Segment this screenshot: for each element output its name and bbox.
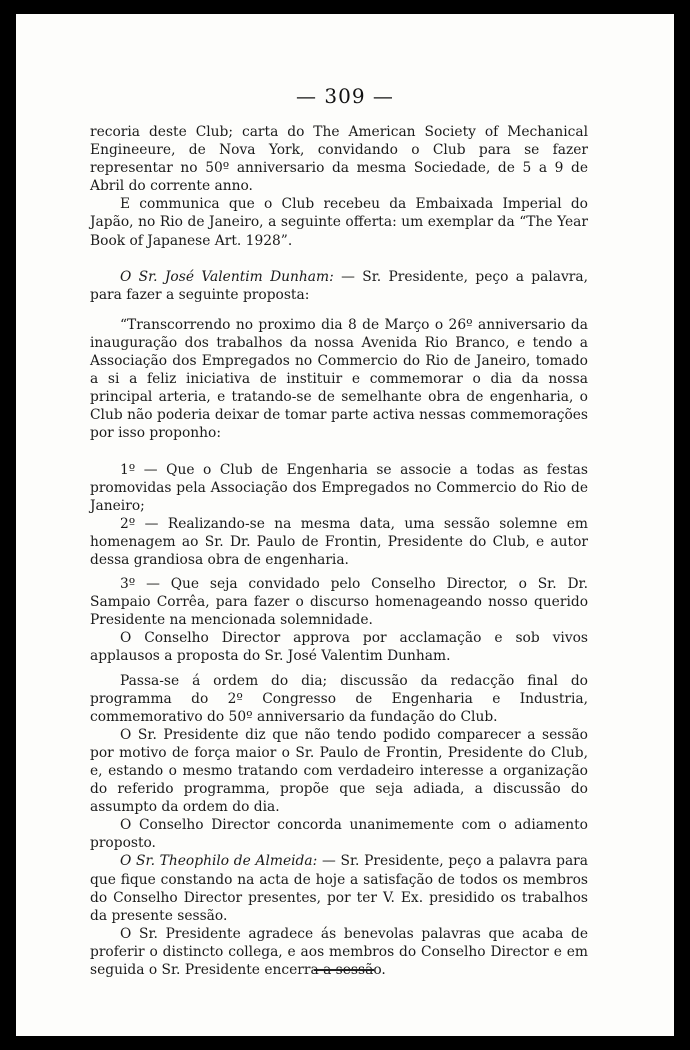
paragraph-dunham-request: [90, 268, 588, 304]
paragraph-correspondence: recoria deste Club; carta do The American Society of Mechanical Engineeure, de Nova York, convidando o Club para se fazer representar no 50º anniversario da mesma Sociedade, de 5 a 9 de Abril do corrente anno.: [90, 124, 588, 195]
paragraph-president-postpone: O Sr. Presidente diz que não tendo podido comparecer a sessão por motivo de força maior o Sr. Paulo de Frontin, Presidente do Club, e, estando o mesmo tratando com verdadeiro interesse a organização do referido programma, propõe que seja adiada, a discussão do assumpto da ordem do dia.: [90, 726, 588, 816]
speech-text: — Sr. Presidente, peço a palavra para que fique constando na acta de hoje a satisfação de todos os membros do Conselho Director presentes, por ter V. Ex. presidido os trabalhos da presente sessão.: [90, 853, 588, 924]
paragraph-order-of-day: Passa-se á ordem do dia; discussão da redacção final do programma do 2º Congresso de Engenharia e Industria, commemorativo do 50º anniversario da fundação do Club.: [90, 672, 588, 725]
paragraph-council-agrees: O Conselho Director concorda unanimemente com o adiamento proposto.: [90, 817, 588, 852]
paragraph-closing: O Sr. Presidente agradece ás benevolas palavras que acaba de proferir o distincto collega, e aos membros do Conselho Director e em seguida o Sr. Presidente encerra a sessão.: [90, 925, 588, 979]
speaker-name: O Sr. Theophilo de Almeida:: [120, 853, 318, 870]
speech-text: — Sr. Presidente, peço a palavra, para fazer a seguinte proposta:: [90, 268, 588, 303]
speaker-name: O Sr. José Valentim Dunham:: [120, 268, 334, 285]
paragraph-almeida: [90, 852, 588, 924]
proposal-item-1: 1º — Que o Club de Engenharia se associe a todas as festas promovidas pela Associação dos Empregados no Commercio do Rio de Janeiro;: [90, 461, 588, 514]
paragraph-approval: O Conselho Director approva por acclamação e sob vivos applausos a proposta do Sr. José Valentim Dunham.: [90, 630, 588, 665]
page-number: — 309 —: [296, 84, 394, 108]
paragraph-japan-offer: E communica que o Club recebeu da Embaixada Imperial do Japão, no Rio de Janeiro, a seguinte offerta: um exemplar da “The Year Book of Japanese Art. 1928”.: [90, 196, 588, 249]
end-rule: [314, 969, 374, 971]
document-page: [16, 14, 674, 1036]
proposal-item-2: 2º — Realizando-se na mesma data, uma sessão solemne em homenagem ao Sr. Dr. Paulo de Frontin, Presidente do Club, e autor dessa grandiosa obra de engenharia.: [90, 515, 588, 568]
proposal-item-3: 3º — Que seja convidado pelo Conselho Director, o Sr. Dr. Sampaio Corrêa, para fazer o discurso homenageando nosso querido Presidente na mencionada solemnidade.: [90, 576, 588, 629]
body-text: [90, 123, 588, 979]
paragraph-proposal: “Transcorrendo no proximo dia 8 de Março o 26º anniversario da inauguração dos trabalhos da nossa Avenida Rio Branco, e tendo a Associação dos Empregados no Commercio do Rio de Janeiro, tomado a si a feliz iniciativa de instituir e commemorar o dia da nossa principal arteria, e tratando-se de semelhante obra de engenharia, o Club não poderia deixar de tomar parte activa nessas commemorações por isso proponho:: [90, 316, 588, 442]
